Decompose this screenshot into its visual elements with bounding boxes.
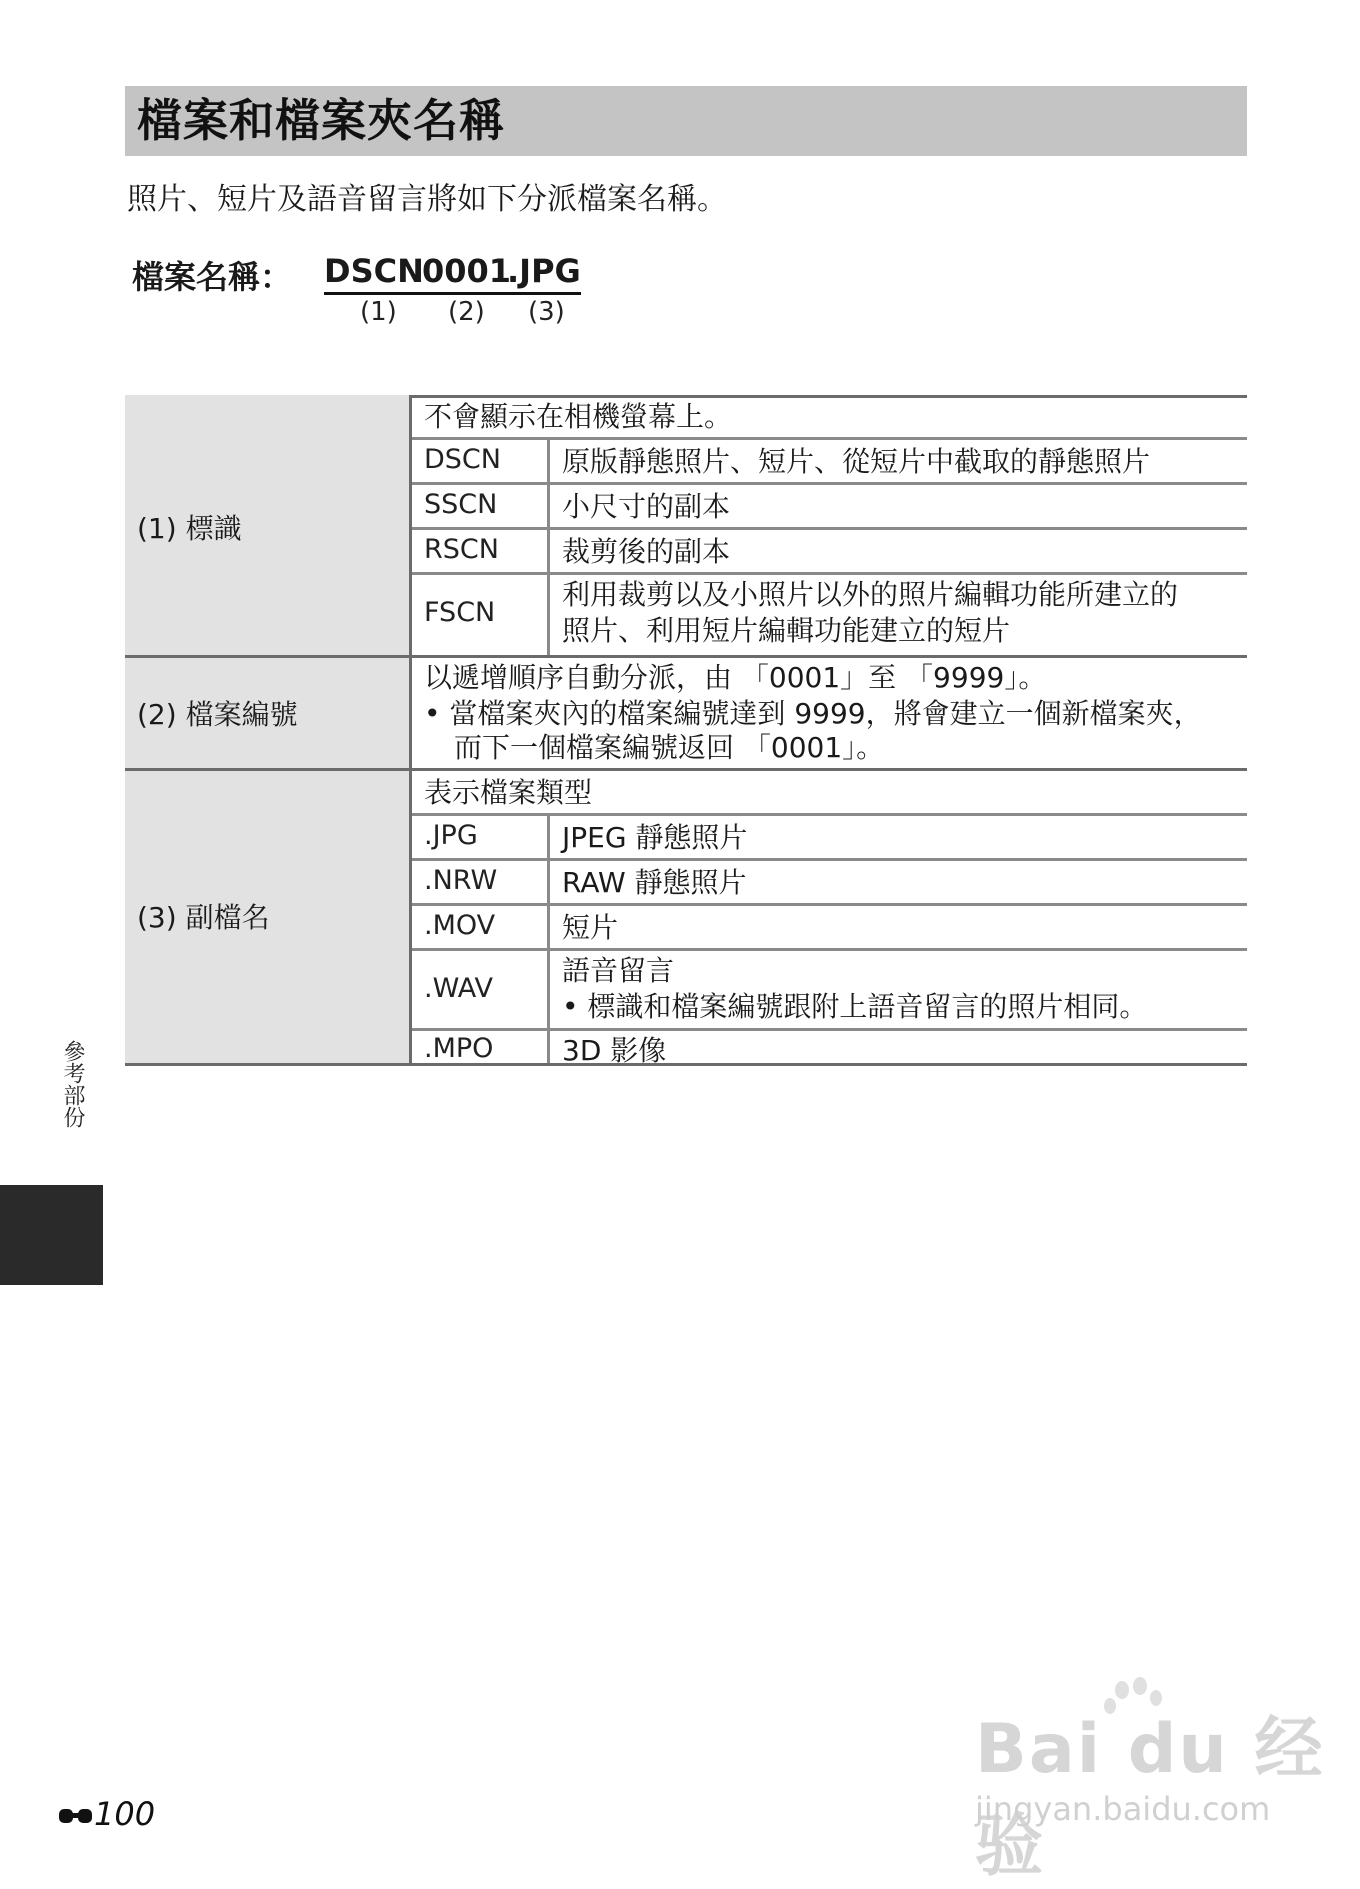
code-wav: .WAV: [424, 973, 494, 1004]
code-dscn: DSCN: [424, 444, 501, 475]
column-divider: [547, 906, 550, 951]
desc-mpo: 3D 影像: [562, 1034, 667, 1067]
extension-group: [125, 771, 1247, 1067]
table-row: [412, 858, 1247, 906]
title-bar: [125, 86, 1247, 156]
desc-fscn-line2: 照片、利用短片編輯功能建立的短片: [562, 614, 1011, 647]
identifier-label: (1) 標識: [137, 512, 242, 545]
number-bullet-text: 當檔案夾內的檔案編號達到 9999，將會建立一個新檔案夾，: [449, 697, 1202, 730]
watermark-url: jingyan.baidu.com: [975, 1790, 1271, 1828]
desc-nrw: RAW 靜態照片: [562, 866, 747, 899]
filename-label: 檔案名稱：: [132, 258, 293, 296]
identifier-summary: 不會顯示在相機螢幕上。: [424, 400, 733, 433]
reference-section-icon: [58, 1797, 94, 1835]
table-bottom-rule: [125, 1063, 1247, 1066]
filename-part-extension: .JPG: [507, 252, 581, 295]
identifier-label-cell: [125, 395, 412, 655]
code-mpo: .MPO: [424, 1033, 494, 1064]
section-side-tab: [0, 1185, 103, 1285]
extension-summary-row: [412, 771, 1247, 813]
desc-fscn: 利用裁剪以及小照片以外的照片編輯功能所建立的: [562, 578, 1179, 611]
page-number-value: 100: [94, 1795, 156, 1833]
column-divider: [547, 951, 550, 1031]
extension-summary: 表示檔案類型: [424, 776, 593, 809]
watermark-brand: Bai du 经验: [975, 1710, 1325, 1886]
identifier-group: [125, 395, 1247, 655]
table-row: [412, 527, 1247, 575]
intro-text: 照片、短片及語音留言將如下分派檔案名稱。: [127, 182, 727, 217]
column-divider: [547, 575, 550, 658]
extension-label: (3) 副檔名: [137, 901, 270, 934]
number-description: [412, 658, 1247, 768]
desc-jpg: JPEG 靜態照片: [562, 821, 748, 854]
column-divider: [547, 861, 550, 906]
column-divider: [547, 440, 550, 485]
code-jpg: .JPG: [424, 820, 478, 851]
table-row: [412, 437, 1247, 485]
table-row: [412, 903, 1247, 951]
number-bullet-cont: 而下一個檔案編號返回 「0001」。: [454, 731, 885, 764]
identifier-summary-row: [412, 395, 1247, 437]
number-group: [125, 658, 1247, 768]
filename-part-identifier: DSCN: [324, 252, 424, 295]
table-row: [412, 948, 1247, 1031]
desc-sscn: 小尺寸的副本: [562, 490, 731, 523]
code-fscn: FSCN: [424, 597, 496, 628]
column-divider: [547, 485, 550, 530]
table-row: [412, 1028, 1247, 1066]
desc-wav-note: • 標識和檔案編號跟附上語音留言的照片相同。: [562, 990, 1148, 1023]
number-label: (2) 檔案編號: [137, 698, 298, 731]
table-row: [412, 813, 1247, 861]
table-row: [412, 572, 1247, 658]
filename-num-2: (2): [448, 297, 485, 327]
desc-rscn: 裁剪後的副本: [562, 535, 731, 568]
number-label-cell: [125, 658, 412, 768]
desc-wav: 語音留言: [562, 954, 675, 987]
page-number: [58, 1795, 155, 1835]
filename-num-3: (3): [528, 297, 565, 327]
table-row: [412, 482, 1247, 530]
desc-mov: 短片: [562, 911, 619, 944]
extension-label-cell: [125, 771, 412, 1063]
code-sscn: SSCN: [424, 489, 498, 520]
code-nrw: .NRW: [424, 865, 498, 896]
column-divider: [547, 816, 550, 861]
column-divider: [547, 530, 550, 575]
filename-num-1: (1): [360, 297, 397, 327]
code-mov: .MOV: [424, 910, 496, 941]
desc-dscn: 原版靜態照片、短片、從短片中截取的靜態照片: [562, 445, 1151, 478]
filename-part-number: 0001: [422, 252, 511, 295]
code-rscn: RSCN: [424, 534, 499, 565]
column-divider: [547, 1031, 550, 1066]
page-title: 檔案和檔案夾名稱: [137, 94, 506, 147]
section-side-label: 參考部份: [60, 1040, 85, 1128]
number-line1: 以遞增順序自動分派，由 「0001」至 「9999」。: [424, 661, 1047, 694]
number-bullet: • 當檔案夾內的檔案編號達到 9999，將會建立一個新檔案夾，: [424, 697, 1202, 730]
